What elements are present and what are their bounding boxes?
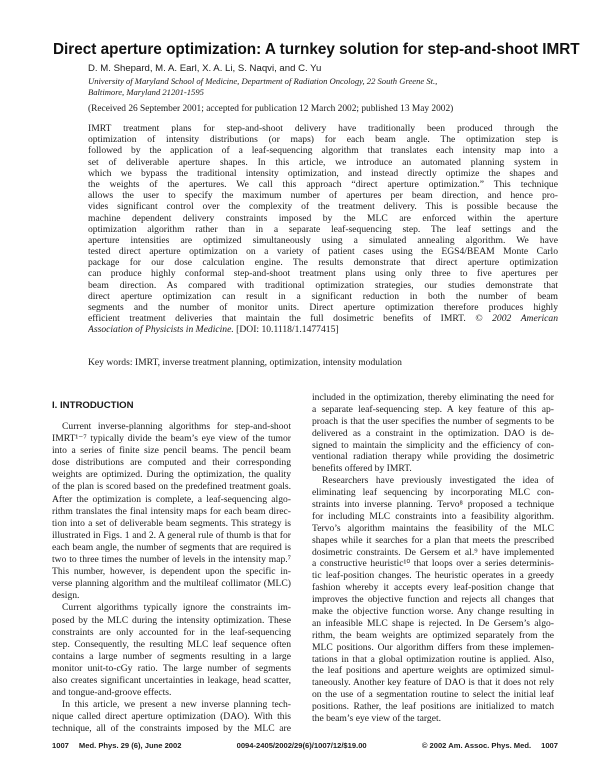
- text-line: each beam angle, the number of segments that are required is: [52, 541, 291, 553]
- text-line: included in the optimization, thereby eliminating the need for: [312, 392, 554, 403]
- abstract-line: aperture intensities are optimized simultaneously using a simulated annealing algorithm. We have: [88, 234, 558, 246]
- abstract: [88, 123, 558, 336]
- abstract-line: IMRT treatment plans for step-and-shoot delivery have traditionally been produced through the: [88, 123, 558, 134]
- abstract-line: followed by the application of a leaf-sequencing algorithm that translates each intensity map into a: [88, 145, 558, 157]
- received-dates: (Received 26 September 2001; accepted for publication 12 March 2002; published 13 May 2002): [88, 104, 454, 114]
- abstract-line: machine dependent delivery constraints imposed by the MLC are enforced within the aperture: [88, 212, 558, 224]
- text-line: Current algorithms typically ignore the constraints im-: [62, 602, 291, 614]
- text-line: make the objective function worse. Any change resulting in: [312, 606, 554, 618]
- text-line: dosimetric constraints. De Gersem et al.⁹ have implemented: [312, 546, 554, 558]
- footer-journal: Med. Phys. 29 (6), June 2002: [78, 741, 182, 750]
- text-line: a constructive heuristic¹⁰ that loops over a series determinis-: [312, 558, 554, 570]
- text-line: for including MLC constraints into a feasibility algorithm.: [312, 510, 554, 522]
- abstract-line: [88, 324, 558, 335]
- text-line: verse planning algorithm and the multileaf collimator (MLC): [52, 578, 291, 590]
- text-line: the leaf positions and aperture weights are optimized simul-: [312, 665, 554, 677]
- paragraph: [52, 699, 291, 735]
- text-line: eliminating leaf sequencing by incorporating MLC con-: [312, 487, 554, 499]
- text-line: signed to maintain the simplicity and the efficiency of con-: [312, 439, 554, 451]
- text-line: improves the objective function and rejects all changes that: [312, 594, 554, 606]
- footer-copyright: © 2002 Am. Assoc. Phys. Med.: [421, 741, 532, 750]
- text-line: step. Consequently, the resulting MLC leaf sequence often: [52, 638, 291, 650]
- footer-right-group: [422, 741, 558, 750]
- footer-code: 0094-2405/2002/29(6)/1007/12/$19.00: [236, 741, 367, 750]
- text-line: taneously. Another key feature of DAO is that it does not rely: [312, 677, 554, 689]
- text-line: fashion whereby it accepts every leaf-position change that: [312, 582, 554, 594]
- affiliation: [88, 76, 437, 98]
- text-line: positions. Rather, the leaf positions are initialized to match: [312, 701, 554, 713]
- text-line: constraints are only accounted for in the leaf-sequencing: [52, 626, 291, 638]
- text-line: MLC positions. Our algorithm differs from these implemen-: [312, 641, 554, 653]
- text-line: tic leaf-position changes. The heuristic operates in a greedy: [312, 570, 554, 582]
- author-list: D. M. Shepard, M. A. Earl, X. A. Li, S. Naqvi, and C. Yu: [88, 63, 322, 74]
- affiliation-line: University of Maryland School of Medicine, Department of Radiation Oncology, 22 South Greene St.,: [88, 76, 438, 86]
- left-column: [52, 421, 291, 735]
- right-column: [312, 392, 554, 725]
- abstract-line: segments and the number of monitor units. Direct aperture optimization therefore produces highly: [88, 302, 558, 313]
- text-line: rithm translates the final intensity maps for each beam direc-: [52, 505, 291, 517]
- text-line: illustrated in Figs. 1 and 2. A general rule of thumb is that for: [52, 529, 291, 541]
- text-line: of the plan is scored based on the predefined treatment goals.: [52, 481, 291, 493]
- abstract-line: can produce highly conformal step-and-shoot treatment plans using only three to five apertures per: [88, 268, 558, 280]
- text-line: This number, however, is dependent upon the specific in-: [52, 566, 291, 578]
- text-line: IMRT¹⁻⁷ typically divide the beam’s eye view of the tumor: [52, 433, 291, 445]
- text-line: In this article, we present a new inverse planning tech-: [62, 699, 291, 711]
- abstract-line: allows the user to specify the maximum number of apertures per beam direction, and hence pro-: [88, 190, 558, 202]
- abstract-text: efficient treatment deliveries that maintain the full dosimetric benefits of IMRT.: [88, 313, 466, 325]
- abstract-line: which we bypass the traditional intensity optimization, and instead directly optimize the shapes and: [88, 167, 558, 179]
- abstract-copyright: © 2002 American: [475, 313, 558, 325]
- text-line: technique, all of the constraints imposed by the MLC are: [52, 723, 291, 735]
- keywords: Key words: IMRT, inverse treatment planning, optimization, intensity modulation: [88, 357, 402, 368]
- page-footer: [52, 741, 558, 750]
- text-line: shapes while it searches for a plan that meets the prescribed: [312, 534, 554, 546]
- paragraph: [52, 602, 291, 699]
- text-line: proach is that the user specifies the number of segments to be: [312, 415, 554, 427]
- text-line: weights are optimized. During the optimization, the quality: [52, 469, 291, 481]
- abstract-line: tested direct aperture optimization on a variety of patient cases using the EGS4/BEAM Monte Carlo: [88, 246, 558, 258]
- paragraph: [312, 475, 554, 725]
- abstract-line: direct aperture optimization can result in a significant reduction in both the number of beam: [88, 290, 558, 302]
- affiliation-line: Baltimore, Maryland 21201-1595: [88, 87, 204, 97]
- text-line: nique called direct aperture optimization (DAO). With this: [52, 711, 291, 723]
- text-line: contains a large number of segments resulting in a large: [52, 650, 291, 662]
- paragraph: [52, 421, 291, 602]
- abstract-line: the weights of the apertures. We call this approach “direct aperture optimization.” This technique: [88, 178, 558, 190]
- paragraph: [312, 392, 554, 475]
- text-line: a separate leaf-sequencing step. A key feature of this ap-: [312, 403, 554, 415]
- footer-left-group: [52, 741, 181, 750]
- text-line: and tongue-and-groove effects.: [52, 687, 172, 699]
- abstract-line: [88, 313, 558, 324]
- text-line: benefits offered by IMRT.: [312, 463, 412, 475]
- text-line: tations in that a global optimization routine is applied. Also,: [312, 653, 554, 665]
- paper-title: Direct aperture optimization: A turnkey solution for step-and-shoot IMRT: [53, 41, 580, 58]
- abstract-line: optimization of intensity distributions (or maps) for each beam angle. The optimization step is: [88, 134, 558, 146]
- abstract-line: package for our dose calculation engine. The results demonstrate that direct aperture optimization: [88, 257, 558, 269]
- text-line: After the optimization is complete, a leaf-sequencing algo-: [52, 493, 291, 505]
- abstract-line: set of deliverable aperture shapes. In this article, we introduce an automated planning system in: [88, 156, 558, 168]
- text-line: two to three times the number of levels in the intensity map.⁷: [52, 554, 291, 566]
- text-line: monitor unit-to-cGy ratio. The large number of segments: [52, 662, 291, 674]
- abstract-copyright-holder: Association of Physicists in Medicine.: [88, 324, 234, 336]
- text-line: Researchers have previously investigated the idea of: [322, 475, 554, 487]
- footer-page-number: 1007: [541, 741, 558, 750]
- text-line: ventional radiation therapy while providing the dosimetric: [312, 451, 554, 463]
- footer-page-number: 1007: [52, 741, 69, 750]
- abstract-line: vides significant control over the complexity of the treatment delivery. This is possible because the: [88, 201, 558, 213]
- text-line: tion into a set of deliverable beam segments. This strategy is: [52, 517, 291, 529]
- text-line: also creates significant uncertainties in leakage, head scatter,: [52, 674, 291, 686]
- text-line: an infeasible MLC shape is rejected. In De Gersem’s algo-: [312, 617, 554, 629]
- abstract-line: optimization algorithm rather than in a separate leaf-sequencing step. The leaf settings and the: [88, 223, 558, 235]
- text-line: straints into inverse planning. Tervo⁸ proposed a technique: [312, 499, 554, 511]
- text-line: design.: [52, 590, 80, 602]
- text-line: rithm, the beam weights are optimized separately from the: [312, 629, 554, 641]
- text-line: dose distributions are computed and their corresponding: [52, 457, 291, 469]
- text-line: Current inverse-planning algorithms for step-and-shoot: [62, 421, 291, 432]
- text-line: into a series of finite size pencil beams. The pencil beam: [52, 445, 291, 457]
- text-line: Tervo’s algorithm maintains the feasibility of the MLC: [312, 522, 554, 534]
- text-line: delivered as a constraint in the optimization. DAO is de-: [312, 427, 554, 439]
- text-line: posed by the MLC during the intensity optimization. These: [52, 614, 291, 626]
- section-heading: I. INTRODUCTION: [52, 400, 134, 411]
- doi: [DOI: 10.1118/1.1477415]: [236, 324, 339, 336]
- abstract-line: beam direction. As compared with traditional optimization strategies, our studies demonstrate that: [88, 279, 558, 291]
- text-line: on the use of a segmentation routine to select the initial leaf: [312, 689, 554, 701]
- text-line: the beam’s eye view of the target.: [312, 713, 442, 725]
